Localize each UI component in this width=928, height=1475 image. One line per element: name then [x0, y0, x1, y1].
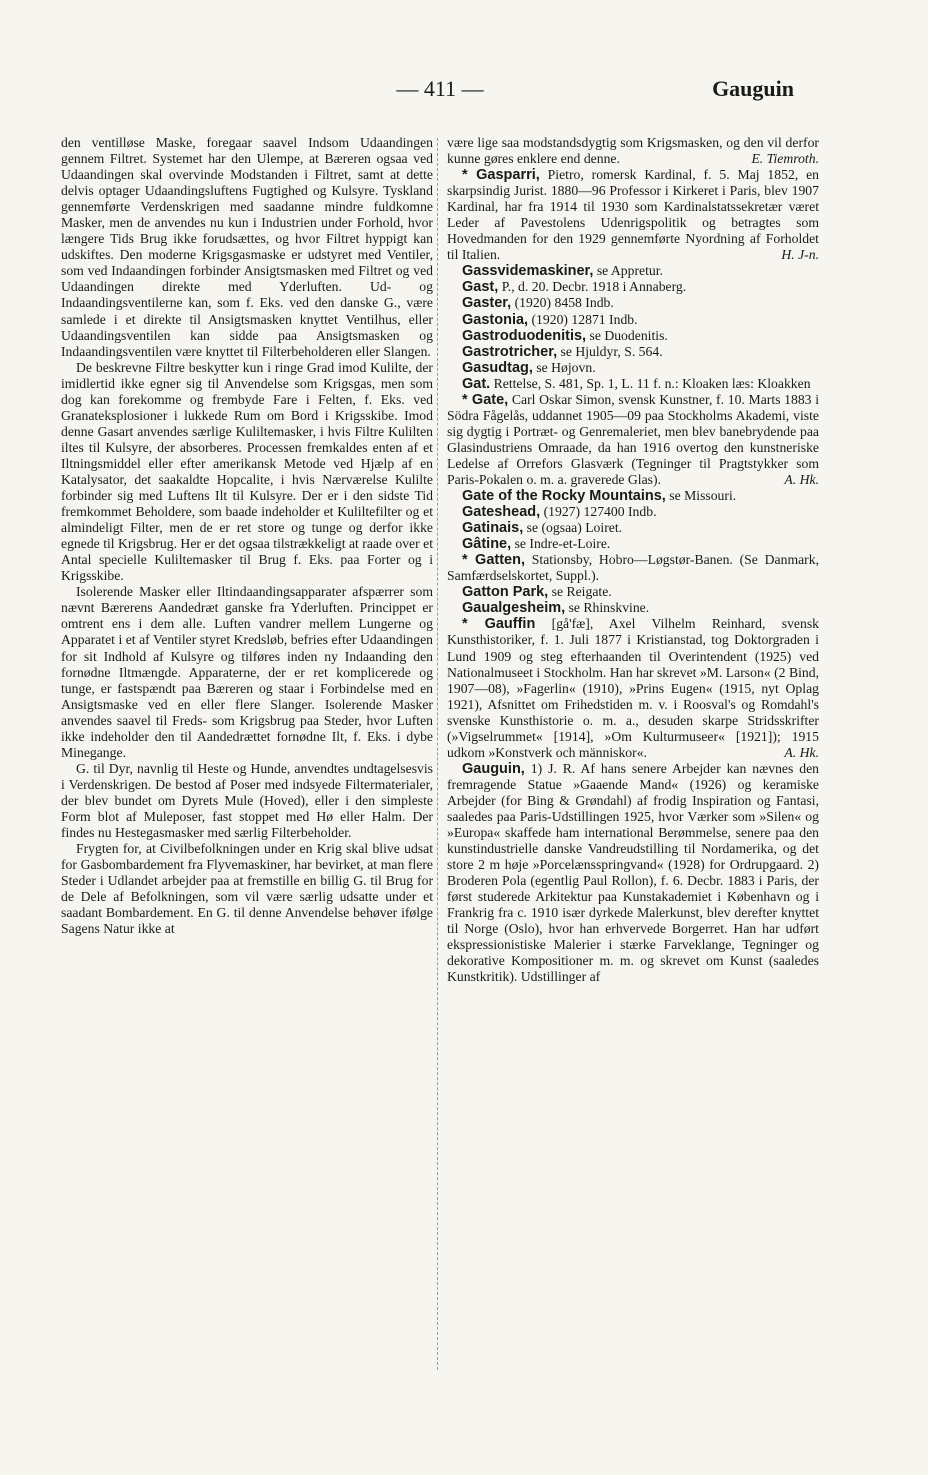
entry-text: [gå'fæ], Axel Vilhelm Reinhard, svensk Kunsthistoriker, f. 1. Juli 1877 i Kristianstad, tog Doktorgraden i Lund 1909 og steg efterhaanden til Overintendent (1925) ved Nationalmuseet i Stockholm. Han har skrevet »M. Larson« (2 Bind, 1907—08), »Fagerlin« (1910), »Prins Eugen« (1915, nyt Oplag 1921), Afsnittet om Frihedstiden m. v. i Roosval's og Romdahl's svenske Kunsthistorie o. m. a., desuden skarpe Stridsskrifter (»Vigselrummet« [1914], »Om Kulturmuseer« [1921]); 1915 udkom »Konstverk och människor«.: [447, 616, 820, 760]
dictionary-entry: [447, 392, 819, 488]
dictionary-entry: [447, 376, 819, 392]
dictionary-entry: [447, 504, 819, 520]
right-column: [447, 135, 819, 985]
entry-headword: Gatton Park,: [462, 584, 549, 601]
entry-headword: Gasudtag,: [462, 359, 533, 376]
entry-headword: Gateshead,: [462, 504, 541, 521]
dictionary-entry: [447, 488, 819, 504]
entry-headword: Gastrotricher,: [462, 343, 558, 360]
entry-headword: Gassvidemaskiner,: [462, 263, 594, 280]
entry-text: Rettelse, S. 481, Sp. 1, L. 11 f. n.: Kloaken læs: Kloakken: [493, 375, 811, 391]
entry-text: se Indre-et-Loire.: [514, 536, 611, 552]
entry-headword: * Gauffin: [462, 616, 536, 633]
dictionary-entry: [447, 360, 819, 376]
entry-text: være lige saa modstandsdygtig som Krigsmasken, og den vil derfor kunne gøres enklere end denne.: [447, 135, 819, 167]
entry-text: se Rhinskvine.: [568, 600, 650, 616]
entry-text: se Appretur.: [596, 263, 663, 279]
entry-text: (1927) 127400 Indb.: [543, 504, 657, 520]
entry-text: se Missouri.: [669, 488, 737, 504]
entry-headword: * Gate,: [462, 391, 509, 408]
dictionary-entry: [447, 344, 819, 360]
entry-headword: Gâtine,: [462, 536, 512, 553]
dictionary-entry: [447, 616, 819, 760]
entry-headword: Gastonia,: [462, 311, 529, 328]
entry-text: se Reigate.: [551, 584, 612, 600]
entry-signature: E. Tiemroth.: [751, 151, 819, 167]
entry-signature: H. J-n.: [781, 247, 819, 263]
entry-text: (1920) 12871 Indb.: [531, 311, 638, 327]
paragraph: den ventilløse Maske, foregaar saavel Indsom Udaandingen gennem Filtret. Systemet har den Ulempe, at Bæreren ogsaa ved Udaandingen skal overvinde Modstanden i Filtret, samt at dette delvis optager Udaandingsluftens Fugtighed og Kulsyre. Tyskland gennemførte Verdenskrigen med saadanne mindre fuldkomne Masker, men de anvendes nu kun i Industrien under Forhold, hvor længere Tids Brug ikke forudsættes, og hvor Filtret hyppigt kan udskiftes. Den moderne Krigsgasmaske er udstyret med Ventiler, som ved Indaandingen forbinder Ansigtsmasken med Filtret og ved Udaandingen direkte med Yderluften. Ud- og Indaandingsventilerne kan, som f. Eks. ved den danske G., være samlede i et direkte til Ansigtsmasken knyttet Ventilhus, eller Udaandingsventilen kan sidde paa Ansigtsmasken og Indaandingsventilen være knyttet til Filterbeholderen eller Slangen.: [61, 135, 433, 359]
page-number: — 411 —: [396, 76, 484, 101]
entry-headword: Gastroduodenitis,: [462, 327, 587, 344]
entry-text: se Højovn.: [536, 359, 596, 375]
paragraph: Isolerende Masker eller Iltindaandingsapparater afspærrer som nævnt Bærerens Aandedræt ganske fra Yderluften. Princippet er omtrent ens i dem alle. Luften vandrer mellem Lungerne og Apparatet i et af Ventiler styret Kredsløb, befries efter Udaandingen for sit Indhold af Kulsyre og tilføres inden ny Indaanding den fornødne Iltmængde. Apparaterne, der er ret komplicerede og tunge, er fastspændt paa Bæreren og staar i Forbindelse med en Ansigtsmaske ved en eller flere Slanger. Isolerende Masker anvendes saavel til Freds- som Krigsbrug paa Steder, hvor Luften ikke indeholder den til Aandedrættet fornødne Ilt, f. Eks. i dybe Minegange.: [61, 584, 433, 760]
entry-headword: Gate of the Rocky Mountains,: [462, 488, 666, 505]
dictionary-entry: [447, 584, 819, 600]
dictionary-entry: [447, 279, 819, 295]
entry-text: Carl Oskar Simon, svensk Kunstner, f. 10. Marts 1883 i Södra Fågelås, uddannet 1905—09 paa Stockholms Akademi, viste sig dygtig i Portræt- og Genremaleriet, men blev banebrydende paa Glasindustriens Omraade, da han 1916 overtog den kunstneriske Ledelse af Orrefors Glasværk (Tegninger til Pragtstykker som Paris-Pokalen o. m. a. graverede Glas).: [447, 391, 820, 487]
entry-headword: * Gatten,: [462, 552, 525, 569]
dictionary-entry: [447, 167, 819, 263]
entry-text: (1920) 8458 Indb.: [514, 295, 614, 311]
entry-signature: A. Hk.: [784, 744, 819, 760]
entry-headword: Gauguin,: [462, 760, 525, 777]
dictionary-entry: [447, 600, 819, 616]
entry-signature: A. Hk.: [784, 471, 819, 487]
dictionary-entry: [447, 295, 819, 311]
left-column: [61, 135, 433, 937]
entry-text: se (ogsaa) Loiret.: [526, 520, 623, 536]
dictionary-entry: [447, 536, 819, 552]
dictionary-entry: [447, 312, 819, 328]
entry-headword: Gaualgesheim,: [462, 600, 566, 617]
entry-text: se Duodenitis.: [589, 327, 668, 343]
column-divider: [437, 138, 439, 1370]
dictionary-entry: [447, 761, 819, 986]
dictionary-entry: [447, 135, 819, 167]
entry-headword: Gaster,: [462, 295, 512, 312]
entry-text: Pietro, romersk Kardinal, f. 5. Maj 1852, en skarpsindig Jurist. 1880—96 Professor i Kirkeret i Paris, blev 1907 Kardinal, har fra 1914 til 1930 som Kardinalstatssekretær været Leder af Pavestolens Udenrigspolitik og betragtes som Hovedmanden for den 1929 gennemførte Nyordning af Forholdet til Italien.: [447, 167, 820, 263]
entry-headword: Gat.: [462, 375, 491, 392]
entry-text: se Hjuldyr, S. 564.: [560, 343, 663, 359]
entry-text: P., d. 20. Decbr. 1918 i Annaberg.: [501, 279, 687, 295]
paragraph: G. til Dyr, navnlig til Heste og Hunde, anvendtes undtagelsesvis i Verdenskrigen. De bestod af Poser med indsyede Filtermaterialer, der blev bundet om Dyrets Mule (Hoved), eller i den simpleste Form blot af Muleposer, fast stoppet med Hø eller Halm. Der findes nu Hestegasmasker med særlig Filterbeholder.: [61, 760, 433, 841]
entry-text: 1) J. R. Af hans senere Arbejder kan nævnes den fremragende Statue »Gaaende Mand« (1926) og keramiske Arbejder (for Bing & Grøndahl) af frodig Inspiration og Fantasi, saaledes paa Paris-Udstillingen 1925, hvor Værker som »Silen« og »Europa« skaffede ham international Berømmelse, senere paa den kunstindustrielle danske Vandreudstilling til Nordamerika, og det store 2 m høje »Porcelænsspringvand« (1928) for Ordrupgaard. 2) Broderen Pola (egentlig Paul Rollon), f. 6. Decbr. 1883 i Paris, der først studerede Arkitektur paa Kunstakademiet i København og i Frankrig fra c. 1910 især dyrkede Malerkunst, blev derefter knyttet til Norge (Oslo), hvor han erhvervede Borgerret. Han har udført ekspressionistiske Malerier i stærke Farveklange, Tegninger og dekorative Kompositioner m. m. og skrevet om Kunst (saaledes Kunstkritik). Udstillinger af: [447, 760, 820, 985]
dictionary-entry: [447, 263, 819, 279]
paragraph: De beskrevne Filtre beskytter kun i ringe Grad imod Kulilte, der imidlertid ikke egner sig til Anvendelse som Krigsgas, men som dog kan forekomme og frembyde Fare i Felten, f. Eks. ved Granateksplosioner i lukkede Rum om Bord i Krigsskibe. Imod denne Gasart anvendes særlige Kuliltemasker, i hvis Filtre Kulilten iltes til Kulsyre, der absorberes. Processen fremkaldes enten af et Iltningsmiddel eller efter amerikansk Metode ved Hjælp af en Katalysator, det saakaldte Hopcalite, i hvis Nærværelse Kulilte forbinder sig med Luftens Ilt til Kulsyre. Der er i den sidste Tid fremkommet Beholdere, som baade indeholder et Kuliltefilter og et almindeligt Filter, men de er ret store og tunge og derfor ikke egnede til Krigsbrug. Her er det ogsaa tilstrækkeligt at raade over et Antal specielle Kuliltemasker til Brug f. Eks. paa Forter og i Krigsskibe.: [61, 359, 433, 584]
entry-headword: Gatinais,: [462, 520, 524, 537]
entry-headword: Gast,: [462, 279, 499, 296]
paragraph: Frygten for, at Civilbefolkningen under en Krig skal blive udsat for Gasbombardement fra Flyvemaskiner, har bevirket, at man flere Steder i Udlandet arbejder paa at fremstille en billig G. til Brug for de Dele af Befolkningen, som vil være særlig udsatte under et saadant Bombardement. En G. til denne Anvendelse behøver ifølge Sagens Natur ikke at: [61, 841, 433, 937]
dictionary-entry: [447, 552, 819, 584]
entry-text: Stationsby, Hobro—Løgstør-Banen. (Se Danmark, Samfærdselskortet, Suppl.).: [447, 552, 820, 584]
entry-headword: * Gasparri,: [462, 167, 540, 184]
dictionary-entry: [447, 328, 819, 344]
dictionary-entry: [447, 520, 819, 536]
running-head: Gauguin: [712, 76, 794, 101]
